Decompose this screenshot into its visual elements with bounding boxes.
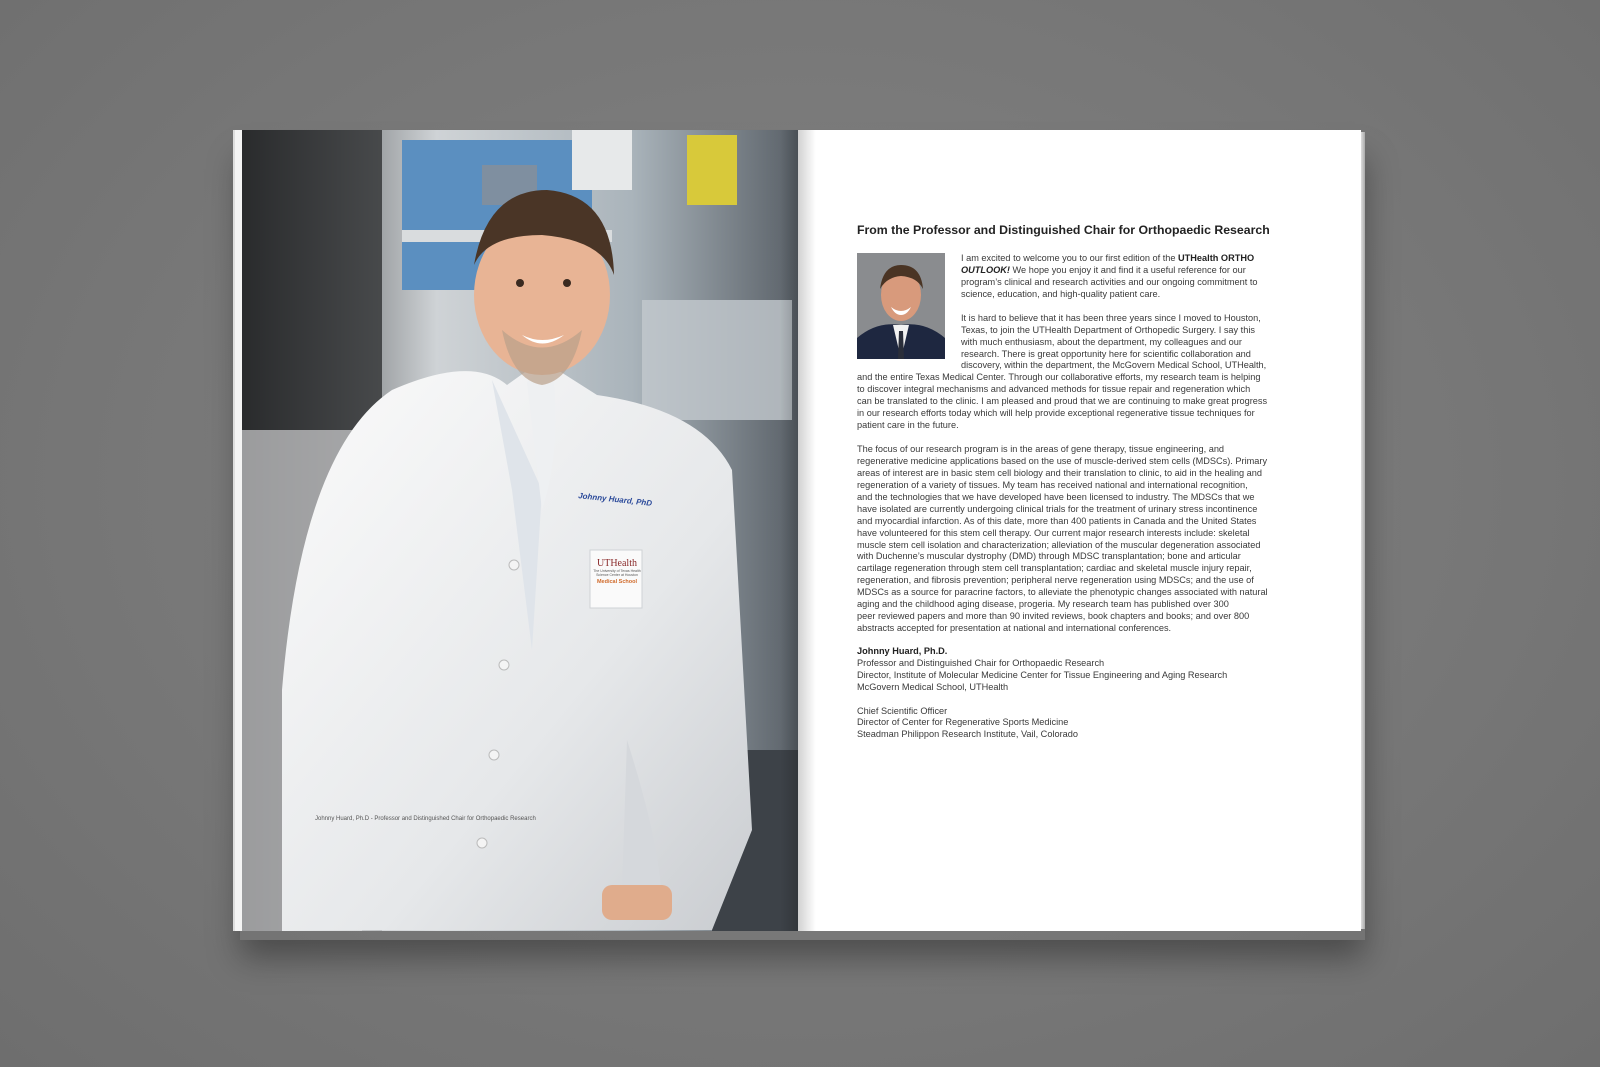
text-line	[857, 599, 1297, 611]
text-line	[857, 551, 1297, 563]
signature-title: Director, Institute of Molecular Medicine Center for Tissue Engineering and Aging Research	[857, 669, 1228, 680]
text-line	[857, 444, 1297, 456]
text-run: areas of interest are in basic stem cell biology and their translation to clinic, to aid in the healing and	[857, 467, 1262, 478]
text-line	[857, 480, 1297, 492]
text-line	[857, 372, 1297, 384]
text-run: regeneration of a variety of tissues. My team has received national and international recognition,	[857, 479, 1248, 490]
text-run: with much enthusiasm, about the department, my colleagues and our	[961, 336, 1242, 347]
text-run: can be translated to the clinic. I am pleased and proud that we are continuing to make great progress	[857, 396, 1268, 407]
text-run: We hope you enjoy it and find it a useful reference for our	[1010, 264, 1246, 275]
letter-paragraph	[857, 253, 1297, 301]
text-line	[857, 563, 1297, 575]
text-line	[857, 456, 1297, 468]
publication-name: UTHealth ORTHO	[1178, 253, 1255, 263]
signature-title: Director of Center for Regenerative Sports Medicine	[857, 717, 1069, 728]
text-run: Texas, to join the UTHealth Department of Orthopedic Surgery. I say this	[961, 324, 1255, 335]
text-line	[857, 360, 1297, 372]
text-run: research. There is great opportunity here for scientific collaboration and	[961, 348, 1251, 359]
letter-body	[857, 253, 1297, 647]
text-line	[857, 516, 1297, 528]
text-run: abstracts accepted for presentation at national and international conferences.	[857, 623, 1172, 634]
text-line	[857, 504, 1297, 516]
text-run: and the entire Texas Medical Center. Through our collaborative efforts, my research team is helping	[857, 372, 1261, 383]
text-run: have isolated are currently undergoing clinical trials for the treatment of urinary stress incontinence	[857, 503, 1258, 514]
text-run: regenerative medicine applications based on the use of muscle-derived stem cells (MDSCs). Primary	[857, 455, 1268, 466]
letter-paragraph	[857, 444, 1297, 635]
publication-name: OUTLOOK!	[961, 264, 1010, 275]
signature-block	[857, 646, 1227, 741]
signature-title: Steadman Philippon Research Institute, Vail, Colorado	[857, 729, 1078, 740]
text-run: and myocardial infarction. As of this date, more than 400 patients in Canada and the United States	[857, 515, 1257, 526]
text-line	[857, 325, 1297, 337]
photo-caption: Johnny Huard, Ph.D - Professor and Distinguished Chair for Orthopaedic Research	[315, 816, 536, 822]
uthealth-logo: UTHealth The University of Texas Health Science Center at Houston Medical School	[593, 558, 641, 585]
text-run: science, education, and high-quality patient care.	[961, 288, 1161, 299]
text-line	[857, 253, 1297, 265]
text-line	[857, 575, 1297, 587]
text-run: aging and the childhood aging disease, progeria. My research team has published over 300	[857, 599, 1229, 610]
signature-title: McGovern Medical School, UTHealth	[857, 681, 1009, 692]
text-run: MDSCs as a source for paracrine factors, to alleviate the phenotypic changes associated with natural	[857, 587, 1268, 598]
letter-paragraph	[857, 313, 1297, 432]
text-run: discovery, within the department, the McGovern Medical School, UTHealth,	[961, 360, 1267, 371]
text-line	[857, 265, 1297, 277]
text-run: patient care in the future.	[857, 420, 959, 431]
text-line	[857, 396, 1297, 408]
text-run: It is hard to believe that it has been three years since I moved to Houston,	[961, 312, 1261, 323]
text-line	[857, 420, 1297, 432]
text-line	[857, 468, 1297, 480]
left-page	[235, 130, 798, 931]
text-line	[857, 384, 1297, 396]
text-line	[857, 408, 1297, 420]
text-line	[857, 611, 1297, 623]
text-run: muscle stem cell isolation and characterization; alleviation of the muscular degeneration associated	[857, 539, 1261, 550]
text-line	[857, 623, 1297, 635]
text-run: with Duchenne’s muscular dystrophy (DMD) through MDSC transplantation; bone and articular	[857, 551, 1241, 562]
text-run: The focus of our research program is in the areas of gene therapy, tissue engineering, and	[857, 444, 1225, 454]
text-run: to discover integral mechanisms and advanced methods for tissue repair and regeneration which	[857, 384, 1251, 395]
text-run: cartilage regeneration through stem cell transplantation; cardiac and skeletal muscle injury repair,	[857, 563, 1252, 574]
signature-title: Professor and Distinguished Chair for Orthopaedic Research	[857, 657, 1105, 668]
text-run: regeneration, and fibrosis prevention; peripheral nerve regeneration using MDSCs; and the use of	[857, 575, 1254, 586]
right-page	[798, 130, 1361, 931]
text-line	[857, 587, 1297, 599]
text-line	[857, 349, 1297, 361]
coat-embroidered-name: Johnny Huard, PhD	[577, 491, 653, 508]
text-line	[857, 313, 1297, 325]
text-run: and the technologies that we have developed have been licensed to industry. The MDSCs that we	[857, 491, 1255, 502]
text-line	[857, 289, 1297, 301]
text-run: peer reviewed papers and more than 90 invited reviews, book chapters and books; and over 800	[857, 611, 1250, 622]
lab-portrait-photo	[242, 130, 798, 931]
text-line	[857, 528, 1297, 540]
text-line	[857, 337, 1297, 349]
text-run: in our research efforts today which will help provide exceptional regenerative tissue techniques for	[857, 408, 1255, 419]
text-line	[857, 540, 1297, 552]
signature-name: Johnny Huard, Ph.D.	[857, 646, 948, 656]
signature-title: Chief Scientific Officer	[857, 705, 948, 716]
text-run: have volunteered for this stem cell therapy. Our current major research interests include: skeletal	[857, 527, 1250, 538]
text-run: I am excited to welcome you to our first edition of the	[961, 253, 1179, 263]
text-line	[857, 492, 1297, 504]
text-run: program’s clinical and research activities and our ongoing commitment to	[961, 276, 1258, 287]
text-line	[857, 277, 1297, 289]
page-title: From the Professor and Distinguished Chair for Orthopaedic Research	[857, 223, 1270, 237]
